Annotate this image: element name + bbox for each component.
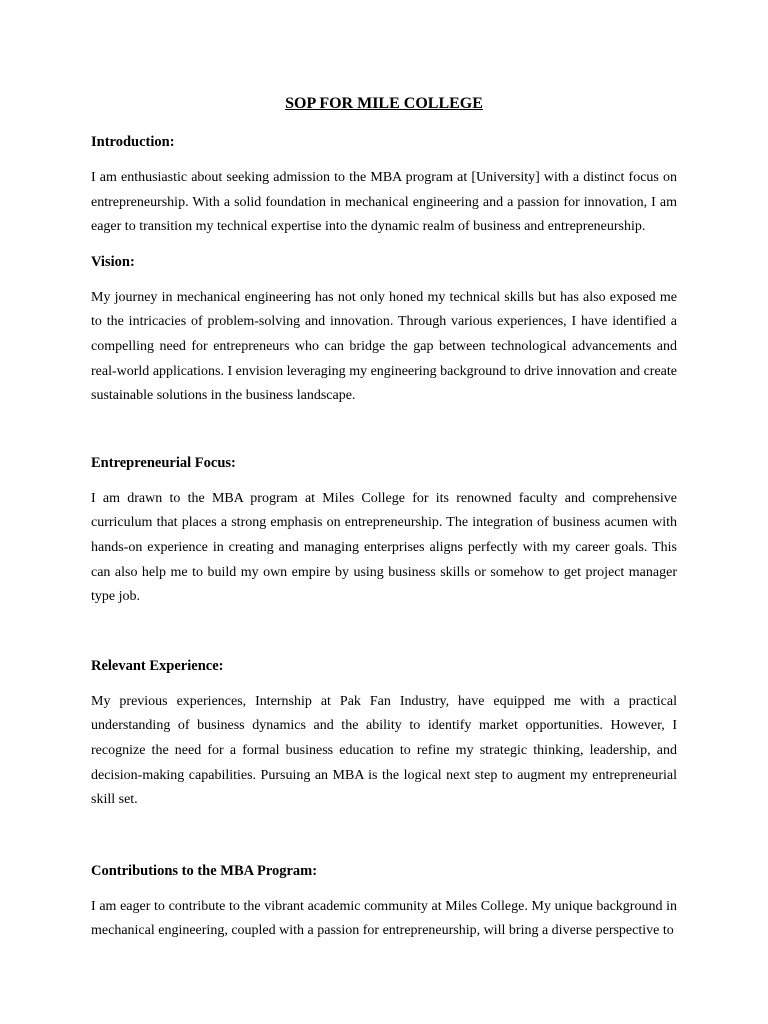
section-heading-entrepreneurial-focus: Entrepreneurial Focus: — [91, 454, 236, 471]
document-content — [91, 92, 677, 944]
section-body-entrepreneurial-focus: I am drawn to the MBA program at Miles College for its renowned faculty and comprehensive curriculum that places a strong emphasis on entrepreneurship. The integration of business acumen with hands-on experience in creating and managing enterprises aligns perfectly with my career goals. This can also help me to build my own empire by using business skills or somehow to get project manager type job. — [91, 490, 677, 605]
section-vision — [91, 252, 677, 409]
section-heading-relevant-experience: Relevant Experience: — [91, 657, 224, 674]
section-body-relevant-experience: My previous experiences, Internship at Pak Fan Industry, have equipped me with a practical understanding of business dynamics and the ability to identify market opportunities. However, I recognize the need for a formal business education to refine my strategic thinking, leadership, and decision-making capabilities. Pursuing an MBA is the logical next step to augment my entrepreneurial skill set. — [91, 693, 677, 808]
section-entrepreneurial-focus — [91, 453, 677, 610]
document-title: SOP FOR MILE COLLEGE — [285, 95, 483, 112]
section-introduction — [91, 132, 677, 240]
section-body-introduction: I am enthusiastic about seeking admission to the MBA program at [University] with a distinct focus on entrepreneurship. With a solid foundation in mechanical engineering and a passion for innovation, I am eager to transition my technical expertise into the dynamic realm of business and entrepreneurship. — [91, 170, 677, 235]
section-heading-vision: Vision: — [91, 253, 135, 270]
section-heading-contributions: Contributions to the MBA Program: — [91, 862, 318, 879]
section-relevant-experience — [91, 656, 677, 813]
section-body-vision: My journey in mechanical engineering has not only honed my technical skills but has also exposed me to the intricacies of problem-solving and innovation. Through various experiences, I have identified a compelling need for entrepreneurs who can bridge the gap between technological advancements and real-world applications. I envision leveraging my engineering background to drive innovation and create sustainable solutions in the business landscape. — [91, 289, 677, 404]
section-contributions — [91, 861, 677, 944]
section-body-contributions: I am eager to contribute to the vibrant academic community at Miles College. My unique background in mechanical engineering, coupled with a passion for entrepreneurship, will bring a diverse perspective to — [91, 898, 677, 939]
section-heading-introduction: Introduction: — [91, 134, 175, 150]
